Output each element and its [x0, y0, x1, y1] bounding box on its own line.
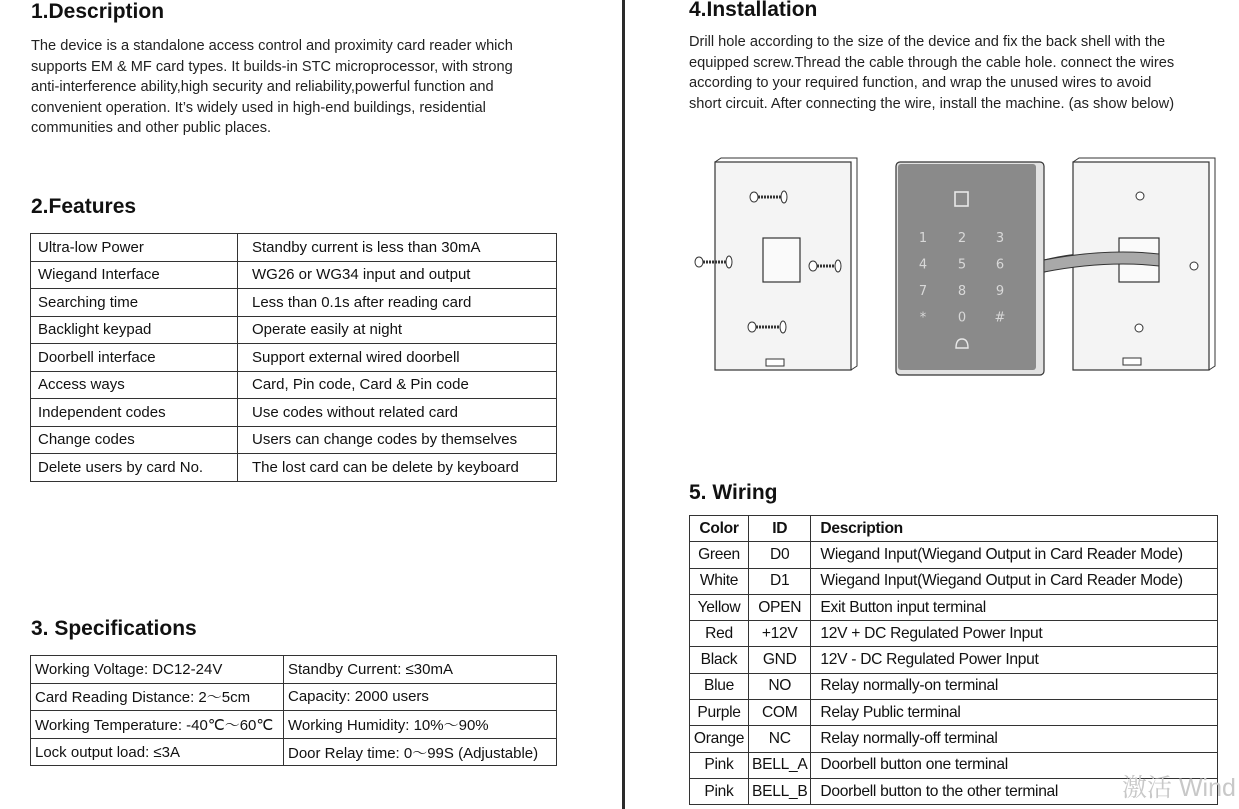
feature-name: Independent codes	[31, 399, 238, 427]
feature-value: Users can change codes by themselves	[238, 426, 557, 454]
description-line: supports EM & MF card types. It builds-in STC microprocessor, with strong	[31, 58, 513, 75]
keypad-key: 8	[957, 284, 967, 299]
spec-cell: Working Temperature: -40℃～60℃	[31, 711, 284, 739]
table-row	[31, 683, 557, 711]
feature-name: Searching time	[31, 289, 238, 317]
table-row	[31, 711, 557, 739]
table-row	[690, 568, 1218, 594]
feature-value: Use codes without related card	[238, 399, 557, 427]
screw-hole-icon	[1136, 192, 1144, 200]
feature-value: Operate easily at night	[238, 316, 557, 344]
table-row	[690, 673, 1218, 699]
table-row	[31, 261, 557, 289]
spec-cell: Card Reading Distance: 2～5cm	[31, 683, 284, 711]
feature-name: Delete users by card No.	[31, 454, 238, 482]
wire-id: GND	[749, 647, 811, 673]
table-row	[31, 289, 557, 317]
feature-value: Card, Pin code, Card & Pin code	[238, 371, 557, 399]
spec-cell: Lock output load: ≤3A	[31, 738, 284, 766]
specifications-heading: 3. Specifications	[31, 617, 197, 640]
table-row	[690, 621, 1218, 647]
wire-description: 12V + DC Regulated Power Input	[811, 621, 1218, 647]
wire-color: White	[690, 568, 749, 594]
table-row	[690, 726, 1218, 752]
table-row	[31, 234, 557, 262]
wire-id: NC	[749, 726, 811, 752]
wire-id: NO	[749, 673, 811, 699]
wire-color: Blue	[690, 673, 749, 699]
wire-id: +12V	[749, 621, 811, 647]
feature-name: Backlight keypad	[31, 316, 238, 344]
column-header-description: Description	[811, 516, 1218, 542]
table-row	[31, 738, 557, 766]
wire-id: BELL_B	[749, 778, 811, 804]
back-shell-left	[695, 158, 857, 370]
table-row	[690, 594, 1218, 620]
spec-cell: Working Humidity: 10%～90%	[284, 711, 557, 739]
activation-watermark: 激活 Wind	[1122, 774, 1236, 802]
spec-cell: Door Relay time: 0～99S (Adjustable)	[284, 738, 557, 766]
wire-id: OPEN	[749, 594, 811, 620]
description-line: The device is a standalone access control and proximity card reader which	[31, 38, 513, 54]
keypad-key: 5	[957, 257, 967, 273]
table-header-row	[690, 516, 1218, 542]
column-header-id: ID	[749, 516, 811, 542]
wire-description: Wiegand Input(Wiegand Output in Card Reader Mode)	[811, 542, 1218, 568]
keypad-key: 9	[995, 284, 1005, 299]
wire-color: Green	[690, 542, 749, 568]
installation-heading: 4.Installation	[689, 0, 818, 21]
back-shell-right	[1044, 158, 1215, 370]
screw-icon	[695, 256, 732, 268]
feature-name: Change codes	[31, 426, 238, 454]
feature-name: Doorbell interface	[31, 344, 238, 372]
description-line: convenient operation. It’s widely used in high-end buildings, residential	[31, 99, 486, 116]
wiring-table	[689, 515, 1218, 805]
wire-id: D1	[749, 568, 811, 594]
features-heading: 2.Features	[31, 195, 137, 218]
table-row	[31, 426, 557, 454]
keypad-key: #	[994, 310, 1006, 326]
spec-cell: Standby Current: ≤30mA	[284, 656, 557, 684]
wire-description: Relay Public terminal	[811, 700, 1218, 726]
specifications-table	[30, 655, 557, 766]
wire-color: Pink	[690, 752, 749, 778]
installation-line: Drill hole according to the size of the device and fix the back shell with the	[689, 34, 1166, 50]
description-line: communities and other public places.	[31, 120, 272, 137]
wire-color: Purple	[690, 700, 749, 726]
wire-color: Black	[690, 647, 749, 673]
installation-line: short circuit. After connecting the wire, install the machine. (as show below)	[689, 95, 1175, 112]
description-heading: 1.Description	[31, 0, 165, 23]
screw-hole-icon	[1135, 324, 1143, 332]
feature-value: WG26 or WG34 input and output	[238, 261, 557, 289]
table-row	[31, 316, 557, 344]
installation-line: according to your required function, and wrap the unused wires to avoid	[689, 75, 1152, 92]
wire-color: Red	[690, 621, 749, 647]
description-paragraph	[31, 36, 556, 139]
keypad-key: 1	[918, 231, 928, 246]
wire-description: Wiegand Input(Wiegand Output in Card Reader Mode)	[811, 568, 1218, 594]
keypad-key: 7	[918, 284, 928, 299]
table-row	[31, 344, 557, 372]
wire-color: Orange	[690, 726, 749, 752]
column-header-color: Color	[690, 516, 749, 542]
wire-description: 12V - DC Regulated Power Input	[811, 647, 1218, 673]
feature-value: Standby current is less than 30mA	[238, 234, 557, 262]
wire-description: Relay normally-off terminal	[811, 726, 1218, 752]
column-divider	[622, 0, 625, 809]
feature-value: Support external wired doorbell	[238, 344, 557, 372]
spec-cell: Capacity: 2000 users	[284, 683, 557, 711]
wiring-heading: 5. Wiring	[689, 481, 778, 504]
feature-value: The lost card can be delete by keyboard	[238, 454, 557, 482]
installation-paragraph	[689, 32, 1216, 114]
wire-id: COM	[749, 700, 811, 726]
feature-name: Wiegand Interface	[31, 261, 238, 289]
keypad-device	[896, 162, 1044, 375]
keypad-key: 4	[918, 257, 928, 273]
table-row	[690, 647, 1218, 673]
table-row	[31, 656, 557, 684]
wire-color: Yellow	[690, 594, 749, 620]
keypad-key: 6	[995, 257, 1005, 273]
installation-illustration	[686, 150, 1226, 385]
feature-name: Ultra-low Power	[31, 234, 238, 262]
wire-description: Relay normally-on terminal	[811, 673, 1218, 699]
wire-description: Exit Button input terminal	[811, 594, 1218, 620]
wire-id: D0	[749, 542, 811, 568]
wire-id: BELL_A	[749, 752, 811, 778]
spec-cell: Working Voltage: DC12-24V	[31, 656, 284, 684]
features-table	[30, 233, 557, 482]
table-row	[31, 454, 557, 482]
table-row	[31, 371, 557, 399]
table-row	[690, 700, 1218, 726]
keypad-key: 2	[957, 231, 967, 246]
keypad-key: *	[919, 310, 927, 326]
feature-value: Less than 0.1s after reading card	[238, 289, 557, 317]
description-line: anti-interference ability,high security and reliability,powerful function and	[31, 79, 494, 96]
wire-description: Doorbell button one terminal	[811, 752, 1218, 778]
installation-line: equipped screw.Thread the cable through the cable hole. connect the wires	[689, 54, 1175, 71]
feature-name: Access ways	[31, 371, 238, 399]
keypad-key: 0	[957, 310, 967, 326]
wire-description: Doorbell button to the other terminal	[811, 778, 1218, 804]
keypad-key: 3	[995, 231, 1005, 246]
table-row	[690, 542, 1218, 568]
wire-color: Pink	[690, 778, 749, 804]
table-row	[31, 399, 557, 427]
screw-hole-icon	[1190, 262, 1198, 270]
